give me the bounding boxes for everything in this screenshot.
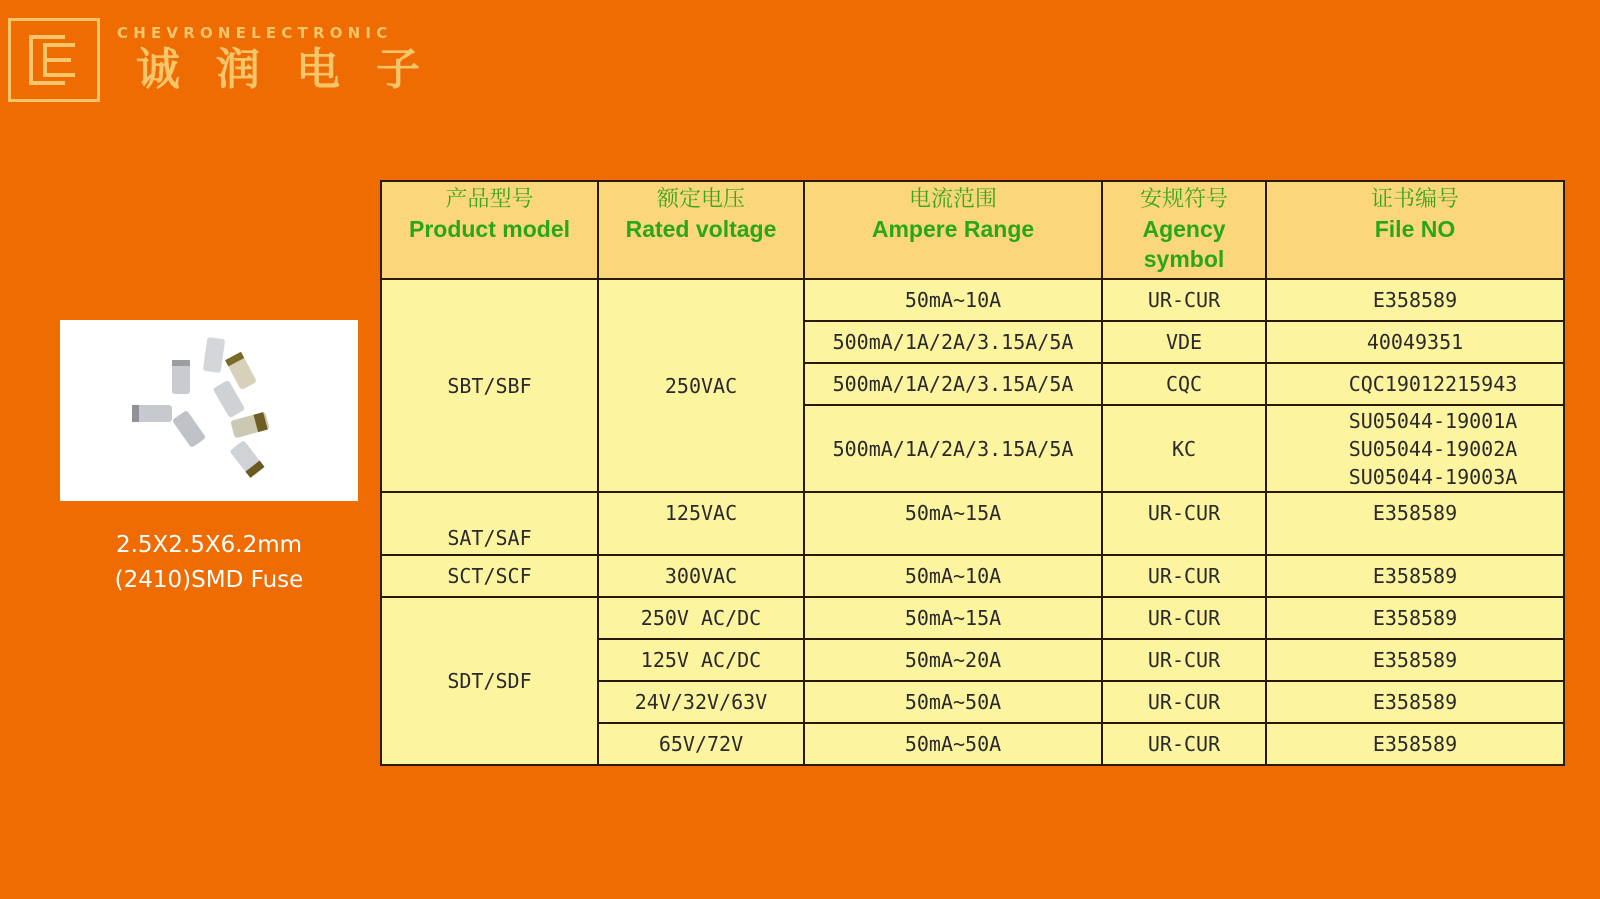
agency-cell: CQC xyxy=(1102,363,1266,405)
table-row xyxy=(381,597,1564,639)
model-cell: SAT/SAF xyxy=(381,492,598,555)
product-caption xyxy=(60,528,358,598)
agency-cell: UR-CUR xyxy=(1102,723,1266,765)
range-cell: 50mA~50A xyxy=(804,681,1102,723)
file-cell: CQC19012215943 xyxy=(1266,363,1564,405)
file-number: SU05044-19002A xyxy=(1348,436,1518,461)
table-row xyxy=(381,279,1564,321)
agency-cell: UR-CUR xyxy=(1102,555,1266,597)
range-cell: 500mA/1A/2A/3.15A/5A xyxy=(804,363,1102,405)
range-cell: 50mA~10A xyxy=(804,555,1102,597)
header-rated-voltage: 额定电压 Rated voltage xyxy=(598,181,804,279)
ce-logo-icon xyxy=(25,33,83,87)
agency-cell: UR-CUR xyxy=(1102,492,1266,555)
voltage-cell: 125VAC xyxy=(598,492,804,555)
voltage-cell: 300VAC xyxy=(598,555,804,597)
voltage-cell: 65V/72V xyxy=(598,723,804,765)
model-cell: SBT/SBF xyxy=(381,279,598,492)
caption-size: 2.5X2.5X6.2mm xyxy=(115,532,303,558)
company-logo xyxy=(8,18,100,102)
agency-cell: UR-CUR xyxy=(1102,681,1266,723)
agency-cell: KC xyxy=(1102,405,1266,492)
file-cell: E358589 xyxy=(1266,279,1564,321)
file-cell: E358589 xyxy=(1266,555,1564,597)
header-agency-symbol: 安规符号 Agency symbol xyxy=(1102,181,1266,279)
voltage-cell: 125V AC/DC xyxy=(598,639,804,681)
range-cell: 500mA/1A/2A/3.15A/5A xyxy=(804,321,1102,363)
brand-name-english: CHEVRONELECTRONIC xyxy=(117,24,393,42)
file-cell: 40049351 xyxy=(1266,321,1564,363)
agency-cell: VDE xyxy=(1102,321,1266,363)
range-cell: 50mA~15A xyxy=(804,597,1102,639)
agency-cell: UR-CUR xyxy=(1102,597,1266,639)
table-row xyxy=(381,555,1564,597)
agency-cell: UR-CUR xyxy=(1102,279,1266,321)
file-number: SU05044-19001A xyxy=(1348,408,1518,433)
range-cell: 50mA~50A xyxy=(804,723,1102,765)
agency-cell: UR-CUR xyxy=(1102,639,1266,681)
model-cell: SCT/SCF xyxy=(381,555,598,597)
brand-name-chinese: 诚润电子 xyxy=(136,44,456,95)
caption-type: (2410)SMD Fuse xyxy=(114,567,304,593)
file-cell: E358589 xyxy=(1266,492,1564,555)
model-cell: SDT/SDF xyxy=(381,597,598,765)
range-cell: 500mA/1A/2A/3.15A/5A xyxy=(804,405,1102,492)
file-cell: E358589 xyxy=(1266,597,1564,639)
file-number: SU05044-19003A xyxy=(1348,464,1518,489)
product-photo xyxy=(60,320,358,501)
header-file-no: 证书编号 File NO xyxy=(1266,181,1564,279)
voltage-cell: 24V/32V/63V xyxy=(598,681,804,723)
header-product-model: 产品型号 Product model xyxy=(381,181,598,279)
range-cell: 50mA~20A xyxy=(804,639,1102,681)
file-cell: E358589 xyxy=(1266,681,1564,723)
fuse-spec-table xyxy=(380,180,1565,766)
voltage-cell: 250VAC xyxy=(598,279,804,492)
table-row xyxy=(381,492,1564,555)
file-cell xyxy=(1266,405,1564,492)
table-header-row xyxy=(381,181,1564,279)
range-cell: 50mA~15A xyxy=(804,492,1102,555)
file-cell: E358589 xyxy=(1266,723,1564,765)
file-cell: E358589 xyxy=(1266,639,1564,681)
range-cell: 50mA~10A xyxy=(804,279,1102,321)
header-ampere-range: 电流范围 Ampere Range xyxy=(804,181,1102,279)
voltage-cell: 250V AC/DC xyxy=(598,597,804,639)
smd-fuses-image xyxy=(60,320,358,501)
